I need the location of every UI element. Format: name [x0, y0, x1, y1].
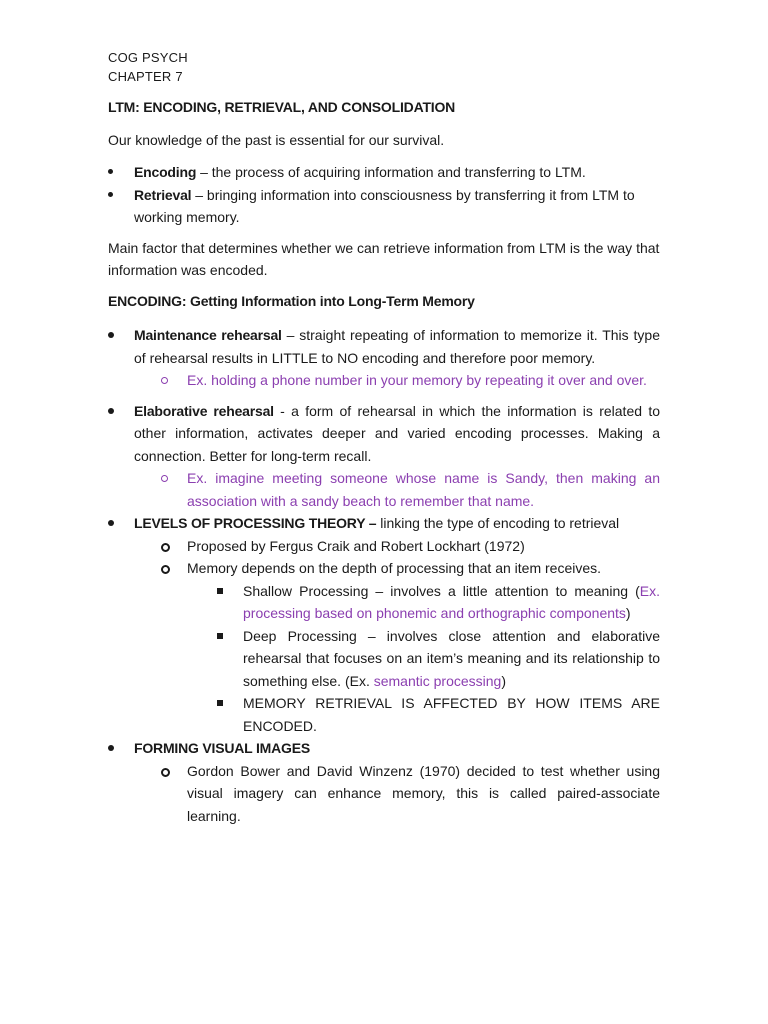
- list-item: [108, 400, 660, 468]
- circle-bullet-icon: [161, 760, 170, 777]
- example-item: [108, 467, 660, 512]
- circle-bullet-icon: [161, 535, 170, 552]
- sub-item: [108, 760, 660, 828]
- nested-item: [108, 692, 660, 737]
- definition-text: – the process of acquiring information and transferring to LTM.: [196, 164, 586, 180]
- sub-item-text: Memory depends on the depth of processing that an item receives.: [187, 560, 602, 576]
- sub-item-text: Gordon Bower and David Winzenz (1970) decided to test whether using visual imagery can enhance memory, this is called paired-associate learning.: [187, 762, 660, 824]
- circle-bullet-icon: [161, 557, 170, 574]
- bullet-icon: [108, 161, 113, 174]
- example-text: semantic processing: [373, 672, 502, 689]
- list-item: [108, 184, 660, 229]
- sub-item-text: Proposed by Fergus Craik and Robert Lockhart (1972): [187, 537, 525, 554]
- example-text: Ex. holding a phone number in your memory by repeating it over and over.: [187, 372, 647, 388]
- example-text: Ex. imagine meeting someone whose name is Sandy, then making an association with a sandy beach to remember that name.: [187, 470, 660, 509]
- list-item: [108, 512, 660, 535]
- sub-item: [108, 535, 660, 558]
- intro-paragraph: Our knowledge of the past is essential for our survival.: [108, 131, 445, 148]
- chapter-label: CHAPTER 7: [108, 69, 183, 84]
- bullet-icon: [108, 512, 114, 526]
- square-bullet-icon: [217, 692, 223, 706]
- nested-text: ): [625, 605, 631, 621]
- main-factor-paragraph: Main factor that determines whether we can retrieve information from LTM is the way that information was encoded.: [108, 239, 660, 278]
- term-levels-of-processing: LEVELS OF PROCESSING THEORY –: [134, 515, 377, 531]
- nested-text: MEMORY RETRIEVAL IS AFFECTED BY HOW ITEMS ARE ENCODED.: [243, 695, 660, 734]
- nested-item: [108, 625, 660, 693]
- bullet-icon: [108, 184, 113, 197]
- list-item: [108, 161, 660, 184]
- square-bullet-icon: [217, 625, 223, 639]
- term-encoding: Encoding: [134, 164, 197, 180]
- definition-list: [108, 161, 660, 229]
- section-heading: ENCODING: Getting Information into Long-Term Memory: [108, 292, 475, 309]
- bullet-icon: [108, 737, 114, 751]
- nested-text: ): [501, 672, 507, 689]
- term-elaborative-rehearsal: Elaborative rehearsal: [134, 402, 274, 419]
- square-bullet-icon: [217, 580, 223, 594]
- definition-text: - a form of rehearsal in which the information is related to other information, activates deeper and varied encoding processes. Making a connection. Better for long-term recall.: [134, 402, 660, 464]
- bullet-icon: [108, 324, 114, 338]
- nested-text: Shallow Processing – involves a little attention to meaning (: [243, 582, 640, 599]
- list-item: [108, 324, 660, 369]
- course-label: COG PSYCH: [108, 50, 188, 65]
- nested-item: [108, 580, 660, 625]
- example-text: Ex. processing based on phonemic and orthographic components: [243, 582, 660, 621]
- circle-bullet-icon: [161, 369, 168, 384]
- list-item: [108, 737, 660, 760]
- definition-text: – straight repeating of information to memorize it. This type of rehearsal results in LITTLE to NO encoding and therefore poor memory.: [134, 327, 660, 366]
- document-title: LTM: ENCODING, RETRIEVAL, AND CONSOLIDATION: [108, 99, 456, 115]
- example-item: [108, 369, 660, 392]
- nested-text: Deep Processing – involves close attention and elaborative rehearsal that focuses on an item’s meaning and its relationship to something else. (Ex.: [243, 627, 660, 689]
- circle-bullet-icon: [161, 467, 168, 482]
- term-forming-visual-images: FORMING VISUAL IMAGES: [134, 740, 310, 756]
- bullet-icon: [108, 400, 114, 414]
- definition-text: linking the type of encoding to retrieval: [376, 515, 620, 531]
- sub-item: [108, 557, 660, 580]
- document-page: [108, 48, 660, 827]
- term-maintenance-rehearsal: Maintenance rehearsal: [134, 327, 282, 343]
- term-retrieval: Retrieval: [134, 186, 192, 203]
- definition-text: – bringing information into consciousness by transferring it from LTM to working memory.: [134, 186, 635, 225]
